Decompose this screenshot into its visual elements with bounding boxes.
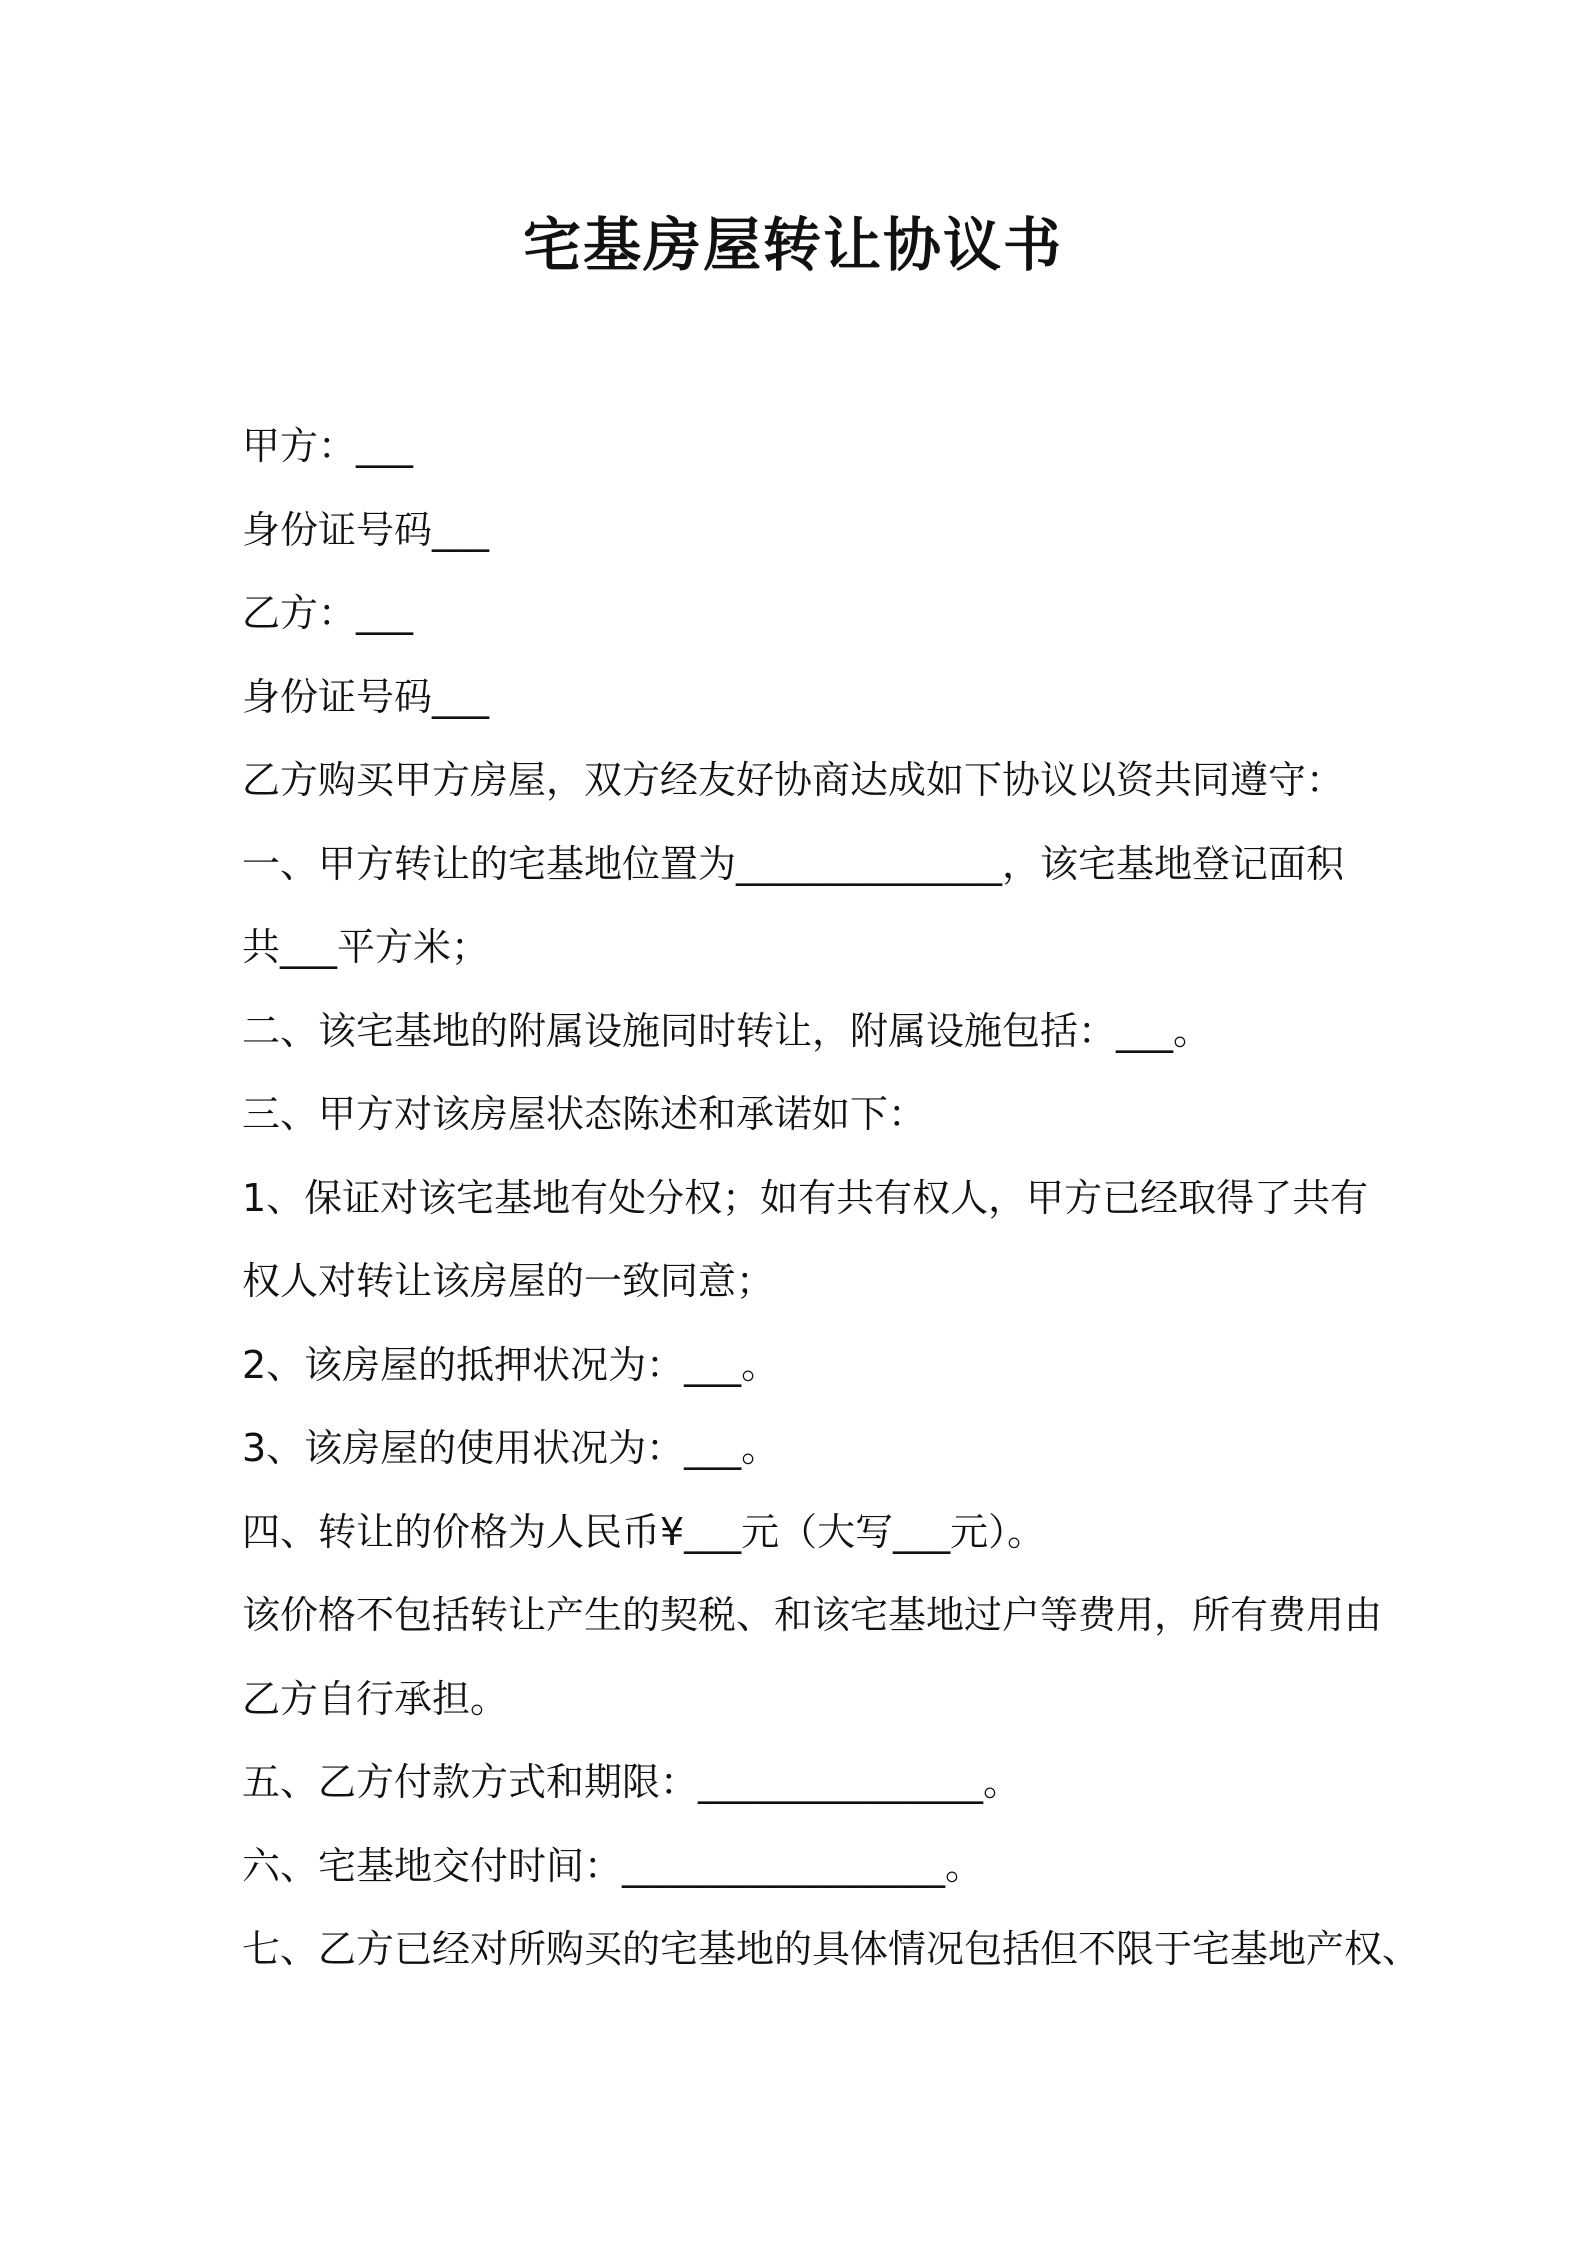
party-b-id-line: 身份证号码___ — [242, 674, 490, 719]
party-a-id-line: 身份证号码___ — [242, 507, 490, 552]
clause-4-note-line: 该价格不包括转让产生的契税、和该宅基地过户等费用，所有费用由 — [242, 1593, 1383, 1637]
clause-7-line: 七、乙方已经对所购买的宅基地的具体情况包括但不限于宅基地产权、 — [242, 1927, 1421, 1971]
clause-1-line: 一、甲方转让的宅基地位置为______________，该宅基地登记面积 — [242, 841, 1345, 886]
preamble-line: 乙方购买甲方房屋，双方经友好协商达成如下协议以资共同遵守： — [242, 758, 1345, 802]
clause-3-item-1-continued-line: 权人对转让该房屋的一致同意； — [242, 1259, 775, 1303]
party-b-line: 乙方：___ — [242, 591, 414, 635]
document-body — [242, 405, 1421, 1992]
clause-4-note-continued-line: 乙方自行承担。 — [242, 1676, 509, 1721]
clause-2-line: 二、该宅基地的附属设施同时转让，附属设施包括：___。 — [242, 1008, 1212, 1053]
clause-6-line: 六、宅基地交付时间：_________________。 — [242, 1843, 984, 1888]
clause-1-continued-line: 共___平方米； — [242, 925, 490, 969]
document-title: 宅基房屋转让协议书 — [522, 211, 1063, 279]
clause-5-line: 五、乙方付款方式和期限：_______________。 — [242, 1760, 1022, 1804]
clause-3-line: 三、甲方对该房屋状态陈述和承诺如下： — [242, 1092, 927, 1136]
clause-3-item-1-line: 1、保证对该宅基地有处分权；如有共有权人，甲方已经取得了共有 — [242, 1175, 1369, 1220]
clause-3-item-3-line: 3、该房屋的使用状况为：___。 — [242, 1426, 780, 1470]
party-a-line: 甲方：___ — [242, 424, 414, 468]
clause-4-line: 四、转让的价格为人民币¥___元（大写___元）。 — [242, 1509, 1046, 1554]
clause-3-item-2-line: 2、该房屋的抵押状况为：___。 — [242, 1342, 780, 1387]
